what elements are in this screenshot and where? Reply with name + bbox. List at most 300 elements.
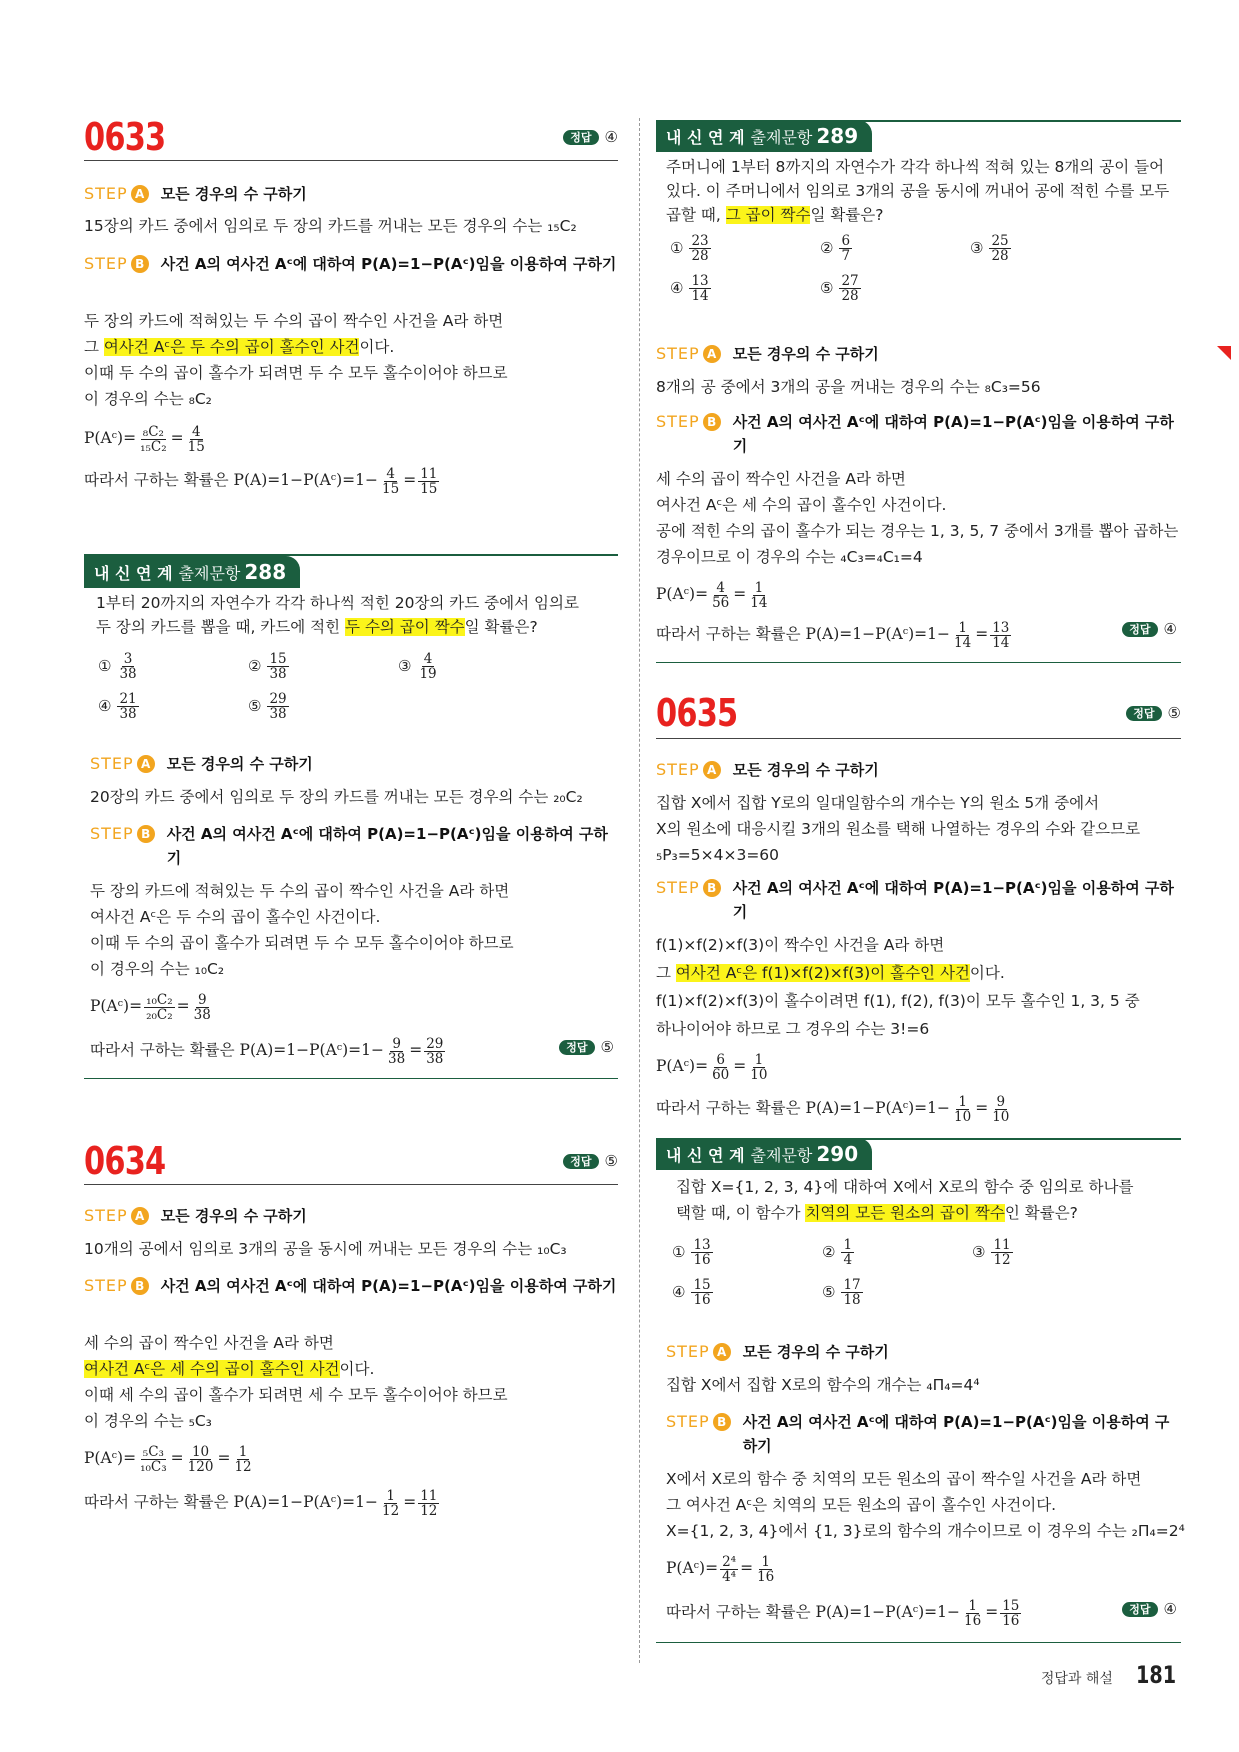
step-label: STEP	[84, 1276, 128, 1295]
formula-line	[656, 616, 1181, 652]
formula-line	[656, 576, 1181, 612]
highlight: 여사건 Aᶜ은 세 수의 곱이 홀수인 사건	[84, 1360, 340, 1378]
fraction	[689, 274, 710, 303]
denominator: 16	[693, 1292, 711, 1308]
choice-4	[98, 692, 141, 721]
answer-tag	[563, 130, 618, 145]
formula-text: =	[985, 1603, 999, 1621]
formula-text: P(Aᶜ)=	[84, 1449, 137, 1467]
denominator: 12	[993, 1252, 1011, 1268]
box-tag	[656, 120, 872, 152]
question-line: 있다. 이 주머니에서 임의로 3개의 공을 동시에 꺼내어 공에 적힌 수를 모두	[666, 182, 1170, 200]
answer-label: 정답	[563, 1154, 598, 1169]
numerator: 29	[426, 1035, 444, 1052]
text-line: X의 원소에 대응시킬 3개의 원소를 택해 나열하는 경우의 수와 같으므로	[656, 820, 1141, 838]
answer-value: ④	[1163, 620, 1177, 638]
text-line: X에서 X로의 함수 중 치역의 모든 원소의 곱이 짝수일 사건을 A라 하면	[666, 1470, 1142, 1488]
denominator: 120	[187, 1458, 214, 1475]
fraction	[380, 1489, 401, 1518]
problem-number: 0634	[84, 1139, 166, 1183]
box-tag-sub: 출제문항	[750, 128, 813, 147]
denominator: 38	[388, 1050, 406, 1067]
step-label: STEP	[666, 1412, 710, 1431]
text-line	[84, 336, 618, 358]
denominator: 56	[712, 594, 730, 611]
formula-text: =	[403, 1493, 417, 1511]
denominator: 18	[843, 1292, 861, 1308]
text-line: 이 경우의 수는 ₅C₃	[84, 1412, 212, 1430]
choice-mark: ②	[822, 1243, 836, 1261]
formula-text: 따라서 구하는 확률은 P(A)=1−P(Aᶜ)=1−	[90, 1041, 385, 1059]
fraction	[186, 1445, 216, 1474]
formula-text: 따라서 구하는 확률은 P(A)=1−P(Aᶜ)=1−	[666, 1603, 961, 1621]
denominator: 16	[964, 1612, 982, 1629]
text-line: 이 경우의 수는 ₈C₂	[84, 390, 212, 408]
numerator: 9	[392, 1035, 401, 1052]
choice-3	[398, 652, 441, 681]
step-label: STEP	[90, 754, 134, 773]
numerator: ₈C₂	[142, 423, 164, 440]
text-line: ₅P₃=5×4×3=60	[656, 846, 780, 864]
formula-line	[666, 1550, 1181, 1586]
numerator: 15	[1002, 1597, 1020, 1614]
step-title: 사건 A의 여사건 Aᶜ에 대하여 P(A)=1−P(Aᶜ)임을 이용하여 구하기	[166, 825, 608, 867]
numerator: 1	[754, 579, 764, 596]
problem-0635-header	[656, 691, 1181, 735]
question-line	[96, 616, 618, 638]
fraction	[1000, 1599, 1021, 1628]
step-label: STEP	[656, 412, 700, 431]
answer-value: ④	[604, 128, 618, 146]
choice-1	[670, 234, 713, 263]
related-problem-title	[84, 556, 300, 588]
text-line: f(1)×f(2)×f(3)이 짝수인 사건을 A라 하면	[656, 936, 945, 954]
text-line: 이 경우의 수는 ₁₀C₂	[90, 960, 225, 978]
fraction	[991, 1238, 1012, 1267]
step-letter: B	[703, 879, 721, 897]
step-b-heading	[656, 410, 1181, 458]
highlight: 여사건 Aᶜ은 두 수의 곱이 홀수인 사건	[103, 338, 360, 356]
fraction	[144, 993, 175, 1022]
denominator: 4⁴	[722, 1568, 737, 1585]
fraction	[962, 1599, 983, 1628]
numerator: 1	[958, 619, 967, 636]
denominator: 28	[991, 248, 1009, 264]
numerator: 15	[269, 651, 287, 667]
problem-number: 0635	[656, 691, 738, 735]
step-title: 사건 A의 여사건 Aᶜ에 대하여 P(A)=1−P(Aᶜ)임을 이용하여 구하기	[742, 1413, 1170, 1455]
fraction	[839, 234, 852, 263]
choice-3	[970, 234, 1013, 263]
step-a-heading	[84, 1204, 618, 1228]
choice-mark: ①	[670, 239, 684, 257]
step-a-heading	[666, 1340, 1181, 1364]
page-number: 181	[1135, 1661, 1176, 1689]
fraction	[417, 652, 438, 681]
text: 인 확률은?	[1004, 1204, 1078, 1222]
answer-value: ④	[1163, 1600, 1177, 1618]
related-problem-title	[656, 120, 872, 152]
numerator: 4	[386, 465, 395, 482]
denominator: ₁₅C₂	[140, 438, 167, 455]
box-tag-number: 290	[816, 1142, 859, 1166]
text-line: 여사건 Aᶜ은 두 수의 곱이 홀수인 사건이다.	[90, 908, 381, 926]
step-title: 사건 A의 여사건 Aᶜ에 대하여 P(A)=1−P(Aᶜ)임을 이용하여 구하기	[160, 255, 617, 273]
step-b-heading	[90, 822, 618, 870]
step-letter: B	[713, 1413, 731, 1431]
step-a-heading	[656, 342, 1181, 366]
formula-text: =	[217, 1449, 231, 1467]
denominator: 12	[234, 1458, 252, 1475]
text: 일 확률은?	[464, 618, 538, 636]
numerator: 13	[691, 273, 709, 289]
numerator: 13	[693, 1237, 711, 1253]
formula-line	[84, 1484, 618, 1520]
denominator: 15	[420, 480, 438, 497]
choice-mark: ④	[98, 697, 112, 715]
text-line: 집합 X에서 집합 X로의 함수의 개수는 ₄Π₄=4⁴	[666, 1376, 980, 1394]
footer-title: 정답과 해설	[1040, 1671, 1113, 1687]
choice-mark: ③	[398, 657, 412, 675]
numerator: 4	[716, 579, 725, 596]
numerator: 1	[386, 1487, 395, 1504]
choice-mark: ①	[98, 657, 112, 675]
text-line: 8개의 공 중에서 3개의 공을 꺼내는 경우의 수는 ₈C₃=56	[656, 378, 1041, 396]
formula-text: P(Aᶜ)=	[666, 1559, 719, 1577]
text: 이다.	[339, 1360, 375, 1378]
box-bottom-line	[656, 1642, 1181, 1643]
choice-1	[98, 652, 141, 681]
answer-value: ⑤	[604, 1152, 618, 1170]
numerator: 10	[191, 1443, 210, 1460]
fraction	[689, 234, 710, 263]
denominator: 28	[841, 288, 859, 304]
step-b-heading	[666, 1410, 1181, 1458]
text-line: 이때 두 수의 곱이 홀수가 되려면 두 수 모두 홀수이어야 하므로	[90, 934, 514, 952]
denominator: 14	[954, 634, 972, 651]
numerator: 23	[691, 233, 709, 249]
formula-text: =	[733, 1057, 747, 1075]
step-label: STEP	[84, 1206, 128, 1225]
formula-line	[656, 1090, 1181, 1126]
denominator: 10	[954, 1108, 972, 1125]
numerator: 4	[191, 423, 201, 440]
denominator: 16	[1002, 1612, 1020, 1629]
fraction	[990, 621, 1011, 650]
box-tag-label: 내 신 연 계	[666, 1146, 745, 1165]
answer-tag	[559, 1040, 614, 1055]
step-label: STEP	[656, 760, 700, 779]
fraction	[380, 467, 401, 496]
text-line: 이때 두 수의 곱이 홀수가 되려면 두 수 모두 홀수이어야 하므로	[84, 364, 508, 382]
formula-line	[90, 1032, 618, 1068]
choice-mark: ④	[670, 279, 684, 297]
formula-text: =	[740, 1559, 754, 1577]
numerator: ₁₀C₂	[146, 991, 173, 1008]
denominator: 19	[419, 666, 437, 682]
step-label: STEP	[666, 1342, 710, 1361]
formula-text: =	[975, 625, 989, 643]
denominator: 38	[269, 666, 287, 682]
fraction	[841, 1278, 862, 1307]
numerator: 2⁴	[722, 1553, 737, 1570]
formula-line	[666, 1594, 1181, 1630]
numerator: 21	[119, 691, 137, 707]
choice-4	[670, 274, 713, 303]
question-line: 주머니에 1부터 8까지의 자연수가 각각 하나씩 적혀 있는 8개의 공이 들어	[666, 158, 1165, 176]
fraction	[267, 692, 288, 721]
choice-2	[248, 652, 291, 681]
fraction	[989, 234, 1010, 263]
step-label: STEP	[90, 824, 134, 843]
choice-3	[972, 1238, 1015, 1267]
formula-text: P(Aᶜ)=	[656, 1057, 709, 1075]
highlight: 치역의 모든 원소의 곱이 짝수	[805, 1204, 1005, 1222]
section-rule	[656, 738, 1181, 739]
step-label: STEP	[656, 344, 700, 363]
fraction	[748, 1053, 769, 1082]
question-line	[676, 1202, 1181, 1224]
fraction	[192, 993, 213, 1022]
fraction	[720, 1555, 738, 1584]
denominator: 15	[187, 438, 205, 455]
question-line	[666, 204, 1181, 226]
step-letter: A	[137, 755, 155, 773]
question-line: 집합 X={1, 2, 3, 4}에 대하여 X에서 X로의 함수 중 임의로 하나를	[676, 1178, 1134, 1196]
denominator: 15	[382, 480, 400, 497]
denominator: 4	[843, 1252, 853, 1268]
choice-mark: ④	[672, 1283, 686, 1301]
step-a-heading	[656, 758, 1181, 782]
step-title: 모든 경우의 수 구하기	[732, 345, 879, 363]
step-title: 모든 경우의 수 구하기	[742, 1343, 889, 1361]
choice-mark: ⑤	[820, 279, 834, 297]
step-title: 모든 경우의 수 구하기	[166, 755, 313, 773]
text: 그	[656, 964, 676, 982]
numerator: 4	[423, 651, 433, 667]
formula-line	[90, 988, 618, 1024]
numerator: 6	[841, 233, 851, 249]
box-tag-number: 289	[816, 124, 859, 148]
step-letter: B	[131, 1277, 149, 1295]
choice-2	[820, 234, 854, 263]
numerator: 27	[841, 273, 859, 289]
choice-mark: ②	[820, 239, 834, 257]
numerator: 1	[843, 1237, 853, 1253]
answer-tag	[563, 1154, 618, 1169]
choice-5	[822, 1278, 865, 1307]
step-letter: A	[131, 185, 149, 203]
formula-text: =	[176, 997, 190, 1015]
box-bottom-line	[656, 662, 1181, 663]
step-b-heading	[656, 876, 1181, 924]
numerator: 15	[693, 1277, 711, 1293]
step-title: 사건 A의 여사건 Aᶜ에 대하여 P(A)=1−P(Aᶜ)임을 이용하여 구하기	[732, 879, 1174, 921]
box-tag-sub: 출제문항	[750, 1146, 813, 1165]
fraction	[839, 274, 860, 303]
highlight: 여사건 Aᶜ은 f(1)×f(2)×f(3)이 홀수인 사건	[675, 964, 970, 982]
numerator: 1	[968, 1597, 977, 1614]
fraction	[424, 1037, 445, 1066]
fraction	[138, 425, 169, 454]
denominator: 7	[841, 248, 851, 264]
text-line: 두 장의 카드에 적혀있는 두 수의 곱이 짝수인 사건을 A라 하면	[84, 312, 504, 330]
step-letter: A	[703, 345, 721, 363]
formula-line	[84, 1440, 618, 1476]
denominator: 16	[693, 1252, 711, 1268]
text-line: 그 여사건 Aᶜ은 치역의 모든 원소의 곱이 홀수인 사건이다.	[666, 1496, 1057, 1514]
page-footer	[1041, 1663, 1181, 1687]
denominator: 38	[269, 706, 287, 722]
fraction	[232, 1445, 253, 1474]
fraction	[952, 1095, 973, 1124]
fraction	[710, 1053, 731, 1082]
text-line: 두 장의 카드에 적혀있는 두 수의 곱이 짝수인 사건을 A라 하면	[90, 882, 510, 900]
denominator: ₂₀C₂	[146, 1006, 173, 1023]
formula-text: =	[975, 1099, 989, 1117]
numerator: 3	[123, 651, 133, 667]
answer-tag	[1122, 1602, 1177, 1617]
formula-text: P(Aᶜ)=	[90, 997, 143, 1015]
step-letter: B	[131, 255, 149, 273]
fraction	[117, 652, 138, 681]
box-tag	[84, 556, 300, 588]
formula-text: =	[170, 1449, 184, 1467]
answer-value: ⑤	[600, 1038, 614, 1056]
text-line: 20장의 카드 중에서 임의로 두 장의 카드를 꺼내는 모든 경우의 수는 ₂₀C₂	[90, 788, 583, 806]
step-b-heading	[84, 252, 618, 276]
numerator: 1	[761, 1553, 770, 1570]
numerator: 1	[958, 1093, 967, 1110]
denominator: 28	[691, 248, 709, 264]
highlight: 그 곱이 짝수	[725, 206, 811, 224]
fraction	[386, 1037, 407, 1066]
formula-text: 따라서 구하는 확률은 P(A)=1−P(Aᶜ)=1−	[656, 625, 951, 643]
fraction	[748, 581, 769, 610]
numerator: 11	[993, 1237, 1011, 1253]
choice-5	[248, 692, 291, 721]
text-line: 이때 세 수의 곱이 홀수가 되려면 세 수 모두 홀수이어야 하므로	[84, 1386, 508, 1404]
step-title: 모든 경우의 수 구하기	[732, 761, 879, 779]
fraction	[117, 692, 138, 721]
formula-line	[84, 420, 618, 456]
box-tag-sub: 출제문항	[178, 564, 241, 583]
text-line: f(1)×f(2)×f(3)이 홀수이려면 f(1), f(2), f(3)이 모두 홀수인 1, 3, 5 중	[656, 992, 1140, 1010]
box-bottom-line	[84, 1078, 618, 1079]
denominator: 38	[193, 1006, 211, 1023]
answer-label: 정답	[559, 1040, 594, 1055]
step-a-heading	[90, 752, 618, 776]
box-tag-label: 내 신 연 계	[94, 564, 173, 583]
answer-tag	[1122, 622, 1177, 637]
numerator: 1	[754, 1051, 764, 1068]
denominator: 16	[757, 1568, 775, 1585]
fraction	[691, 1238, 712, 1267]
numerator: 29	[269, 691, 287, 707]
text-line: 공에 적힌 수의 곱이 홀수가 되는 경우는 1, 3, 5, 7 중에서 3개를 뽑아 곱하는	[656, 522, 1179, 540]
step-title: 모든 경우의 수 구하기	[160, 1207, 307, 1225]
question-line: 1부터 20까지의 자연수가 각각 하나씩 적힌 20장의 카드 중에서 임의로	[96, 594, 579, 612]
formula-text: P(Aᶜ)=	[84, 429, 137, 447]
answer-label: 정답	[1126, 706, 1161, 721]
fraction	[691, 1278, 712, 1307]
denominator: 60	[712, 1066, 730, 1083]
denominator: 14	[691, 288, 709, 304]
box-tag-label: 내 신 연 계	[666, 128, 745, 147]
formula-text: 따라서 구하는 확률은 P(A)=1−P(Aᶜ)=1−	[84, 471, 379, 489]
choice-1	[672, 1238, 715, 1267]
denominator: 12	[382, 1502, 400, 1519]
numerator: 9	[996, 1093, 1006, 1110]
denominator: 14	[992, 634, 1010, 651]
fraction	[267, 652, 288, 681]
text: 두 장의 카드를 뽑을 때, 카드에 적힌	[96, 618, 346, 636]
column-divider	[639, 118, 640, 1663]
formula-text: 따라서 구하는 확률은 P(A)=1−P(Aᶜ)=1−	[656, 1099, 951, 1117]
formula-line	[656, 1048, 1181, 1084]
related-problem-title	[656, 1138, 872, 1170]
fraction	[710, 581, 731, 610]
text: 그	[84, 338, 104, 356]
box-tag	[656, 1138, 872, 1170]
text: 일 확률은?	[810, 206, 884, 224]
fraction	[841, 1238, 854, 1267]
step-a-heading	[84, 182, 618, 206]
numerator: 9	[197, 991, 207, 1008]
text-line: 집합 X에서 집합 Y로의 일대일함수의 개수는 Y의 원소 5개 중에서	[656, 794, 1100, 812]
numerator: ₅C₃	[142, 1443, 164, 1460]
denominator: ₁₀C₃	[140, 1458, 167, 1475]
choice-mark: ⑤	[822, 1283, 836, 1301]
denominator: 38	[119, 666, 137, 682]
step-letter: B	[137, 825, 155, 843]
answer-value: ⑤	[1167, 704, 1181, 722]
step-label: STEP	[84, 184, 128, 203]
fraction	[138, 1445, 169, 1474]
text: 곱할 때,	[666, 206, 726, 224]
choice-mark: ②	[248, 657, 262, 675]
step-letter: B	[703, 413, 721, 431]
formula-text: =	[409, 1041, 423, 1059]
text-line: 경우이므로 이 경우의 수는 ₄C₃=₄C₁=4	[656, 548, 923, 566]
text: 이다.	[359, 338, 395, 356]
step-b-heading	[84, 1274, 618, 1298]
numerator: 6	[716, 1051, 725, 1068]
step-letter: A	[131, 1207, 149, 1225]
fraction	[186, 425, 207, 454]
fraction	[952, 621, 973, 650]
text: 이다.	[969, 964, 1005, 982]
step-title: 사건 A의 여사건 Aᶜ에 대하여 P(A)=1−P(Aᶜ)임을 이용하여 구하기	[732, 413, 1174, 455]
choice-5	[820, 274, 863, 303]
formula-text: =	[733, 585, 747, 603]
answer-label: 정답	[1122, 1602, 1157, 1617]
step-title: 모든 경우의 수 구하기	[160, 185, 307, 203]
section-rule	[84, 1184, 618, 1185]
step-label: STEP	[656, 878, 700, 897]
numerator: 25	[991, 233, 1009, 249]
answer-label: 정답	[563, 130, 598, 145]
step-letter: A	[713, 1343, 731, 1361]
step-label: STEP	[84, 254, 128, 273]
formula-text: P(Aᶜ)=	[656, 585, 709, 603]
problem-0634-header	[84, 1139, 618, 1183]
choice-mark: ③	[972, 1243, 986, 1261]
text-line: 10개의 공에서 임의로 3개의 공을 동시에 꺼내는 모든 경우의 수는 ₁₀C₃	[84, 1240, 567, 1258]
box-tag-number: 288	[244, 560, 287, 584]
choice-mark: ⑤	[248, 697, 262, 715]
problem-number: 0633	[84, 115, 166, 159]
